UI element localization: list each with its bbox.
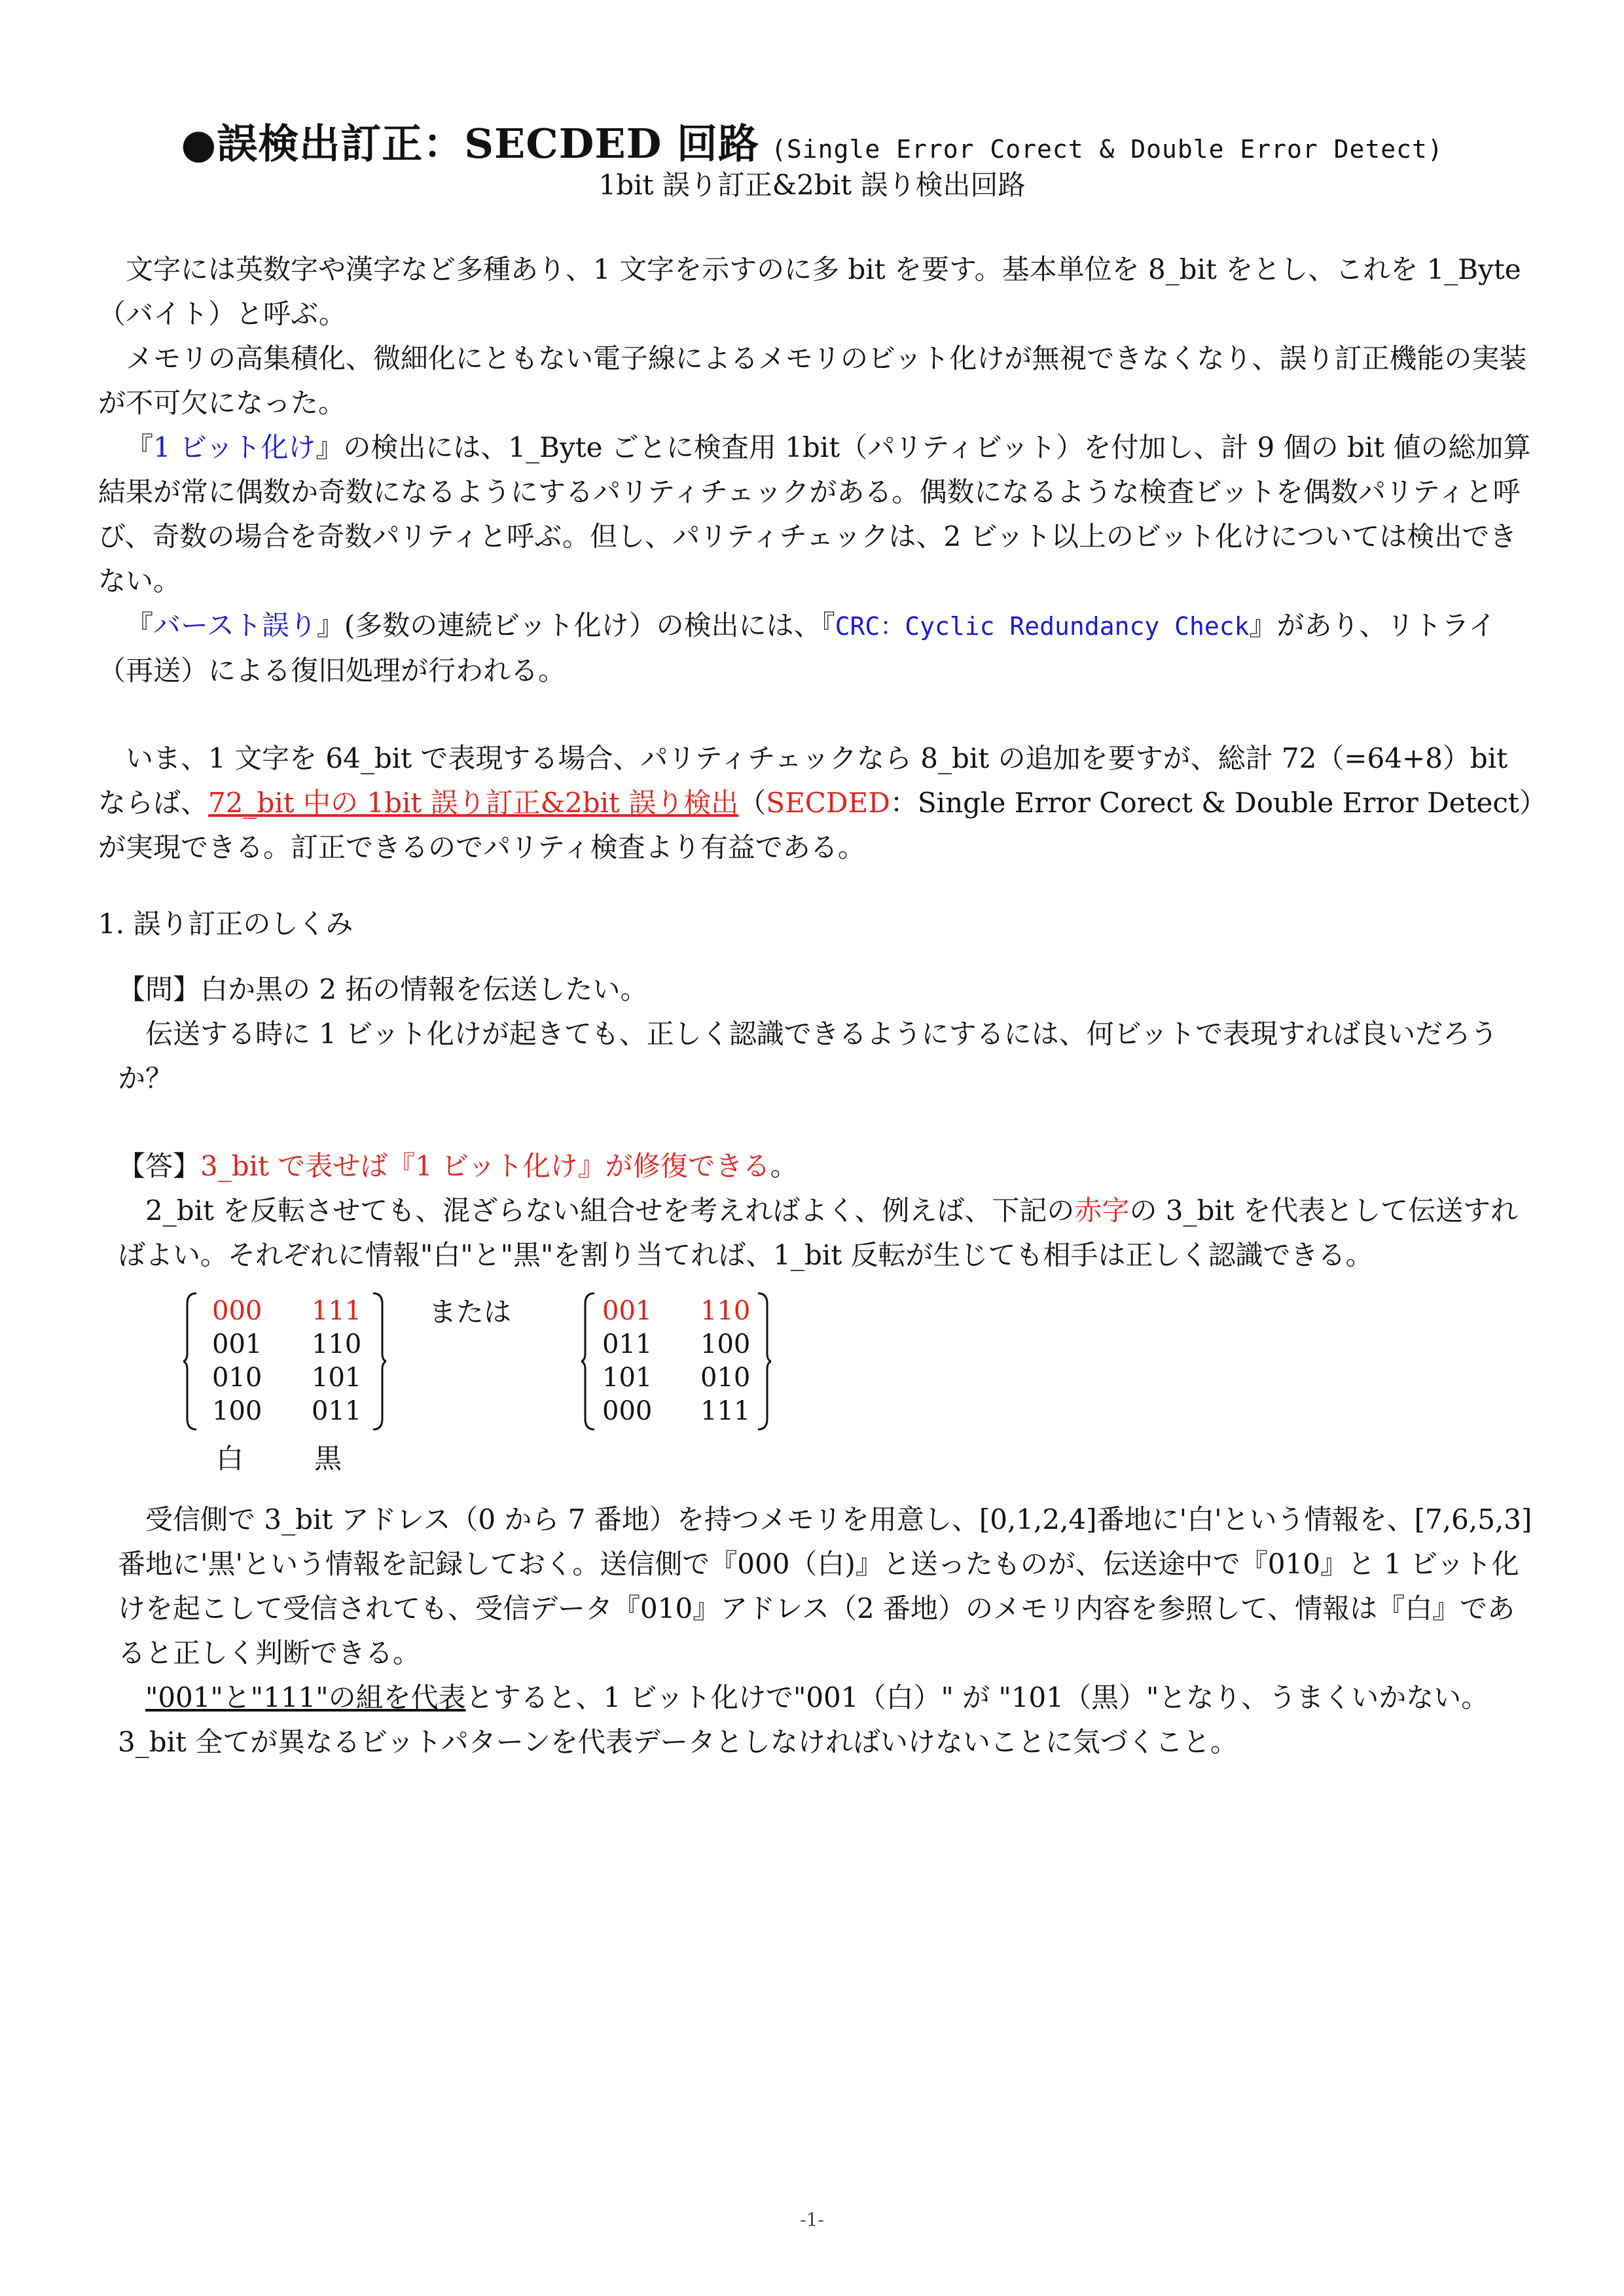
term-crc: CRC：Cyclic Redundancy Check	[835, 612, 1250, 641]
closing-paragraph-2: "001"と"111"の組を代表とすると、1 ビット化けで"001（白）" が "101（黒）"となり、うまくいかない。	[145, 1681, 1489, 1713]
closing-section	[118, 1498, 1538, 1765]
label-black: 黒	[314, 1443, 342, 1475]
matrix-left	[183, 1289, 386, 1433]
label-white: 白	[216, 1443, 244, 1475]
pair-underlined: "001"と"111"の組を代表	[145, 1681, 466, 1713]
matrix-left-row-3-col2: 101	[312, 1363, 362, 1393]
matrix-right-row-1: 001	[602, 1296, 653, 1326]
intro-paragraph-1: 文字には英数字や漢字など多種あり、1 文字を示すのに多 bit を要す。基本単位を 8_bit をとし、これを 1_Byte（バイト）と呼ぶ。	[98, 253, 1521, 330]
term-1bit-flip: 1 ビット化け	[153, 431, 316, 463]
matrix-right-row-4-col2: 111	[700, 1396, 751, 1426]
page-subtitle: 1bit 誤り訂正&2bit 誤り検出回路	[598, 169, 1026, 201]
term-secded: SECDED	[766, 787, 890, 819]
intro-paragraph-4: 『バースト誤り』(多数の連続ビット化け）の検出には、『CRC：Cyclic Redundancy Check』があり、リトライ（再送）による復旧処理が行われる。	[98, 609, 1496, 687]
term-secded-highlight: 72_bit 中の 1bit 誤り訂正&2bit 誤り検出	[208, 787, 739, 819]
section-1	[98, 902, 1538, 946]
matrix-right-row-4: 000	[602, 1396, 653, 1426]
question-block	[118, 967, 1538, 1278]
title-paren: (Single Error Corect & Double Error Detect)	[771, 135, 1443, 164]
title-main: ●誤検出訂正：SECDED 回路	[181, 120, 760, 168]
matrix-left-row-1: 000	[212, 1296, 262, 1326]
answer-highlight: 3_bit で表せば『1 ビット化け』が修復できる	[200, 1150, 770, 1182]
page-number: -1-	[800, 2209, 824, 2231]
intro-paragraph-5: いま、1 文字を 64_bit で表現する場合、パリティチェックなら 8_bit の追加を要すが、総計 72（=64+8）bit ならば、72_bit 中の 1bit 誤り訂正&2bit 誤り検出（SECDED：Single Error Corect & Double Error Detect）が実現できる。訂正できるのでパリティ検査より有益である。	[98, 742, 1533, 863]
red-text-word: 赤字	[1074, 1194, 1130, 1227]
matrix-right-row-3: 101	[602, 1363, 653, 1393]
matrix-right-row-2-col2: 100	[700, 1329, 751, 1359]
question-label: 【問】	[118, 973, 201, 1005]
matrix-left-row-2: 001	[212, 1329, 262, 1359]
page-title	[0, 111, 1624, 170]
matrix-or-label: または	[429, 1296, 512, 1328]
matrix-right	[581, 1289, 771, 1433]
term-burst-error: バースト誤り	[153, 609, 317, 641]
intro-paragraph-3: 『1 ビット化け』の検出には、1_Byte ごとに検査用 1bit（パリティビット）を付加し、計 9 個の bit 値の総加算結果が常に偶数か奇数になるようにするパリティチェックがある。偶数になるような検査ビットを偶数パリティと呼び、奇数の場合を奇数パリティと呼ぶ。但し、パリティチェックは、2 ビット以上のビット化けについては検出できない。	[98, 431, 1531, 597]
matrix-left-row-1-col2: 111	[312, 1296, 362, 1326]
closing-paragraph-3: 3_bit 全てが異なるビットパターンを代表データとしなければいけないことに気づくこと。	[118, 1726, 1238, 1758]
matrix-right-row-2: 011	[602, 1329, 653, 1359]
intro-section	[98, 247, 1538, 870]
question-body: 伝送する時に 1 ビット化けが起きても、正しく認識できるようにするには、何ビットで表現すれば良いだろうか？	[118, 1018, 1498, 1094]
matrix-left-row-3: 010	[212, 1363, 262, 1393]
question-line: 【問】白か黒の 2 拓の情報を伝送したい。	[118, 973, 648, 1005]
matrix-left-row-4: 100	[212, 1396, 262, 1426]
closing-paragraph-1: 受信側で 3_bit アドレス（0 から 7 番地）を持つメモリを用意し、[0,1,2,4]番地に'白'という情報を、[7,6,5,3]番地に'黒'という情報を記録しておく。送信側で『000（白)』と送ったものが、伝送途中で『010』と 1 ビット化けを起こして受信されても、受信データ『010』アドレス（2 番地）のメモリ内容を参照して、情報は『白』であると正しく判断できる。	[118, 1503, 1532, 1669]
answer-line: 【答】3_bit で表せば『1 ビット化け』が修復できる。	[118, 1150, 798, 1182]
answer-label: 【答】	[118, 1150, 201, 1182]
matrix-left-row-2-col2: 110	[312, 1329, 362, 1359]
matrix-left-row-4-col2: 011	[312, 1396, 362, 1426]
answer-body: 2_bit を反転させても、混ざらない組合せを考えればよく、例えば、下記の赤字の 3_bit を代表として伝送すればよい。それぞれに情報"白"と"黒"を割り当てれば、1_bit 反転が生じても相手は正しく認識できる。	[118, 1194, 1519, 1271]
matrix-right-row-1-col2: 110	[700, 1296, 751, 1326]
matrix-right-row-3-col2: 010	[700, 1363, 751, 1393]
intro-paragraph-2: メモリの高集積化、微細化にともない電子線によるメモリのビット化けが無視できなくなり、誤り訂正機能の実装が不可欠になった。	[98, 342, 1527, 419]
section-1-heading: 1. 誤り訂正のしくみ	[98, 908, 353, 940]
